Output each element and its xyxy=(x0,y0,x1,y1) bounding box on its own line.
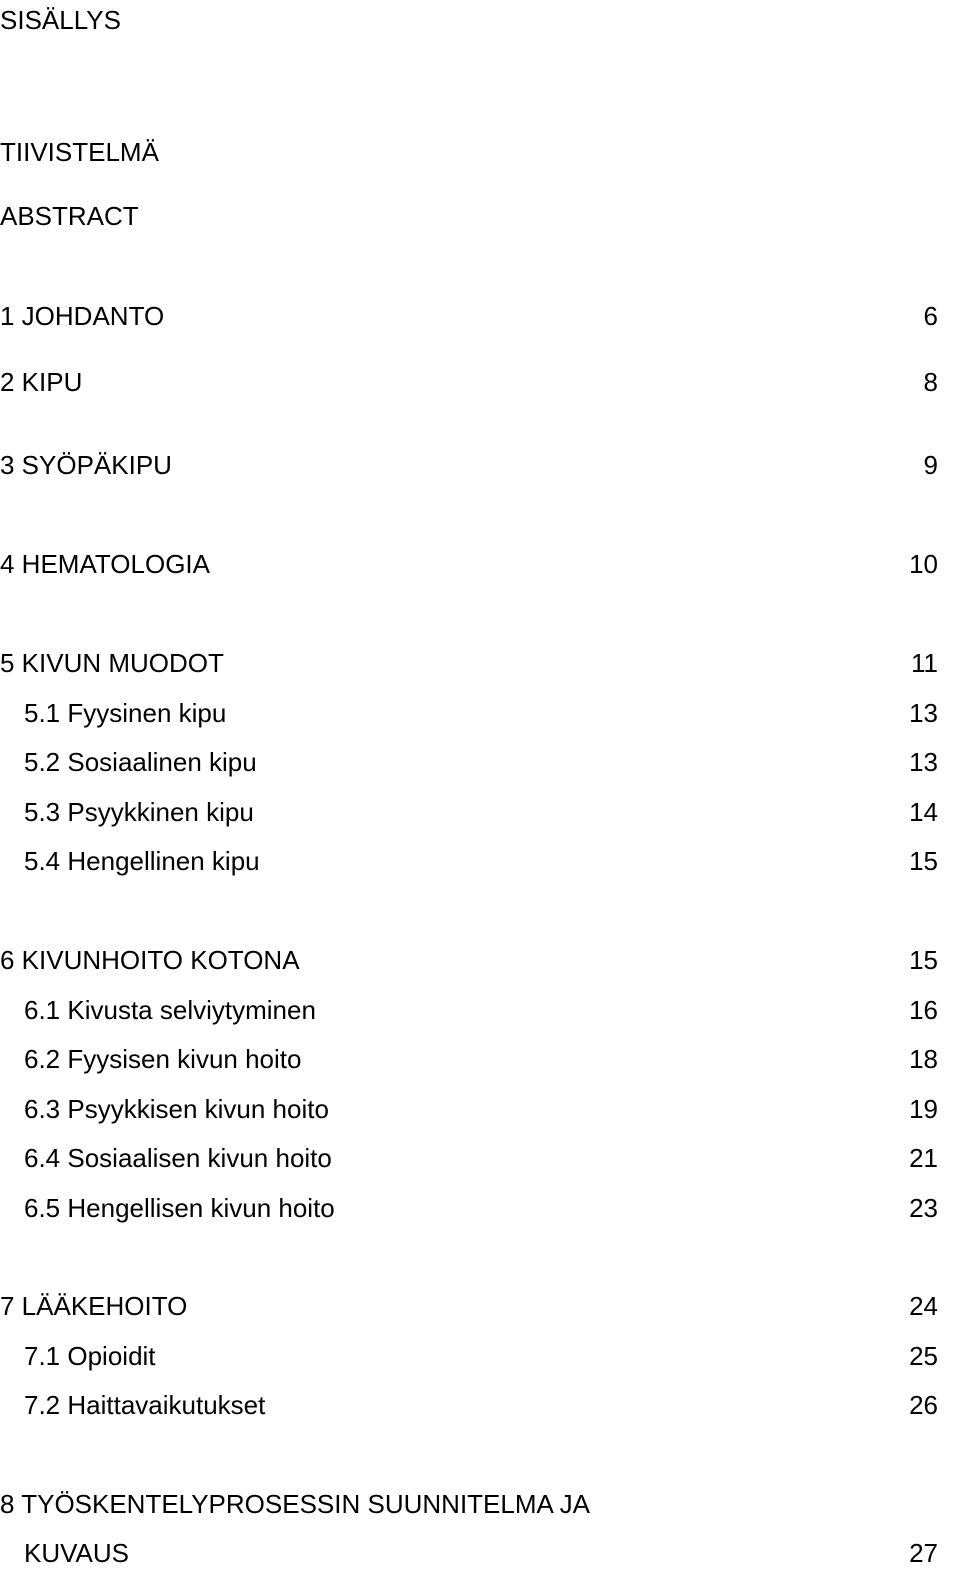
toc-entry-title: 5.1 Fyysinen kipu xyxy=(24,698,227,728)
toc-entry-page: 18 xyxy=(909,1044,938,1074)
toc-entry[interactable] xyxy=(0,1288,960,1324)
toc-heading xyxy=(0,2,960,38)
toc-entry-page: 13 xyxy=(909,747,938,777)
toc-entry-page: 21 xyxy=(909,1143,938,1173)
toc-entry[interactable] xyxy=(0,546,960,582)
toc-entry[interactable] xyxy=(0,645,960,681)
toc-subentry[interactable] xyxy=(0,695,960,731)
toc-subentry[interactable] xyxy=(0,1387,960,1423)
toc-entry-title: 8 TYÖSKENTELYPROSESSIN SUUNNITELMA JA xyxy=(0,1489,590,1519)
toc-entry-page: 26 xyxy=(909,1390,938,1420)
toc-subentry[interactable] xyxy=(0,744,960,780)
toc-entry-page: 8 xyxy=(923,367,938,397)
toc-entry-continuation[interactable] xyxy=(0,1535,960,1571)
toc-entry-page: 15 xyxy=(909,945,938,975)
toc-entry-page: 16 xyxy=(909,995,938,1025)
toc-entry-page: 11 xyxy=(911,648,938,678)
toc-subentry[interactable] xyxy=(0,1190,960,1226)
toc-entry-title: TIIVISTELMÄ xyxy=(0,137,159,167)
toc-subentry[interactable] xyxy=(0,843,960,879)
toc-entry-page: 13 xyxy=(909,698,938,728)
toc-entry-title: KUVAUS xyxy=(24,1538,129,1568)
toc-entry-front-matter[interactable] xyxy=(0,134,960,170)
toc-entry-title: 5.2 Sosiaalinen kipu xyxy=(24,747,257,777)
toc-entry[interactable] xyxy=(0,298,960,334)
toc-entry-title: 7.1 Opioidit xyxy=(24,1341,156,1371)
toc-subentry[interactable] xyxy=(0,992,960,1028)
toc-entry-title: 4 HEMATOLOGIA xyxy=(0,549,210,579)
toc-entry-page: 24 xyxy=(909,1291,938,1321)
toc-entry-page: 25 xyxy=(909,1341,938,1371)
toc-entry-page: 27 xyxy=(909,1538,938,1568)
toc-subentry[interactable] xyxy=(0,1041,960,1077)
toc-entry[interactable] xyxy=(0,364,960,400)
toc-subentry[interactable] xyxy=(0,794,960,830)
toc-entry-title: 5.3 Psyykkinen kipu xyxy=(24,797,254,827)
toc-entry-page: 10 xyxy=(909,549,938,579)
toc-entry-page: 14 xyxy=(909,797,938,827)
toc-entry-title: 2 KIPU xyxy=(0,367,83,397)
toc-entry[interactable] xyxy=(0,447,960,483)
toc-entry-title: 3 SYÖPÄKIPU xyxy=(0,450,172,480)
toc-entry-page: 9 xyxy=(923,450,938,480)
toc-entry-title: ABSTRACT xyxy=(0,201,139,231)
toc-entry-title: 6.4 Sosiaalisen kivun hoito xyxy=(24,1143,332,1173)
toc-subentry[interactable] xyxy=(0,1140,960,1176)
toc-entry-title: 5 KIVUN MUODOT xyxy=(0,648,224,678)
toc-entry-page: 19 xyxy=(909,1094,938,1124)
toc-entry-title: 6.3 Psyykkisen kivun hoito xyxy=(24,1094,329,1124)
toc-entry-page: 6 xyxy=(923,301,938,331)
toc-subentry[interactable] xyxy=(0,1338,960,1374)
toc-entry-title: 6.5 Hengellisen kivun hoito xyxy=(24,1193,335,1223)
toc-entry[interactable] xyxy=(0,942,960,978)
toc-entry-title: 7.2 Haittavaikutukset xyxy=(24,1390,266,1420)
toc-subentry[interactable] xyxy=(0,1091,960,1127)
toc-entry-title: 1 JOHDANTO xyxy=(0,301,165,331)
toc-entry-page: 23 xyxy=(909,1193,938,1223)
toc-entry-title: 7 LÄÄKEHOITO xyxy=(0,1291,188,1321)
page-title: SISÄLLYS xyxy=(0,5,121,35)
toc-entry-title: 5.4 Hengellinen kipu xyxy=(24,846,260,876)
toc-entry-front-matter[interactable] xyxy=(0,198,960,234)
toc-entry-page: 15 xyxy=(909,846,938,876)
toc-entry-title: 6 KIVUNHOITO KOTONA xyxy=(0,945,300,975)
toc-entry-title: 6.2 Fyysisen kivun hoito xyxy=(24,1044,302,1074)
toc-entry-title: 6.1 Kivusta selviytyminen xyxy=(24,995,316,1025)
toc-entry[interactable] xyxy=(0,1486,960,1522)
